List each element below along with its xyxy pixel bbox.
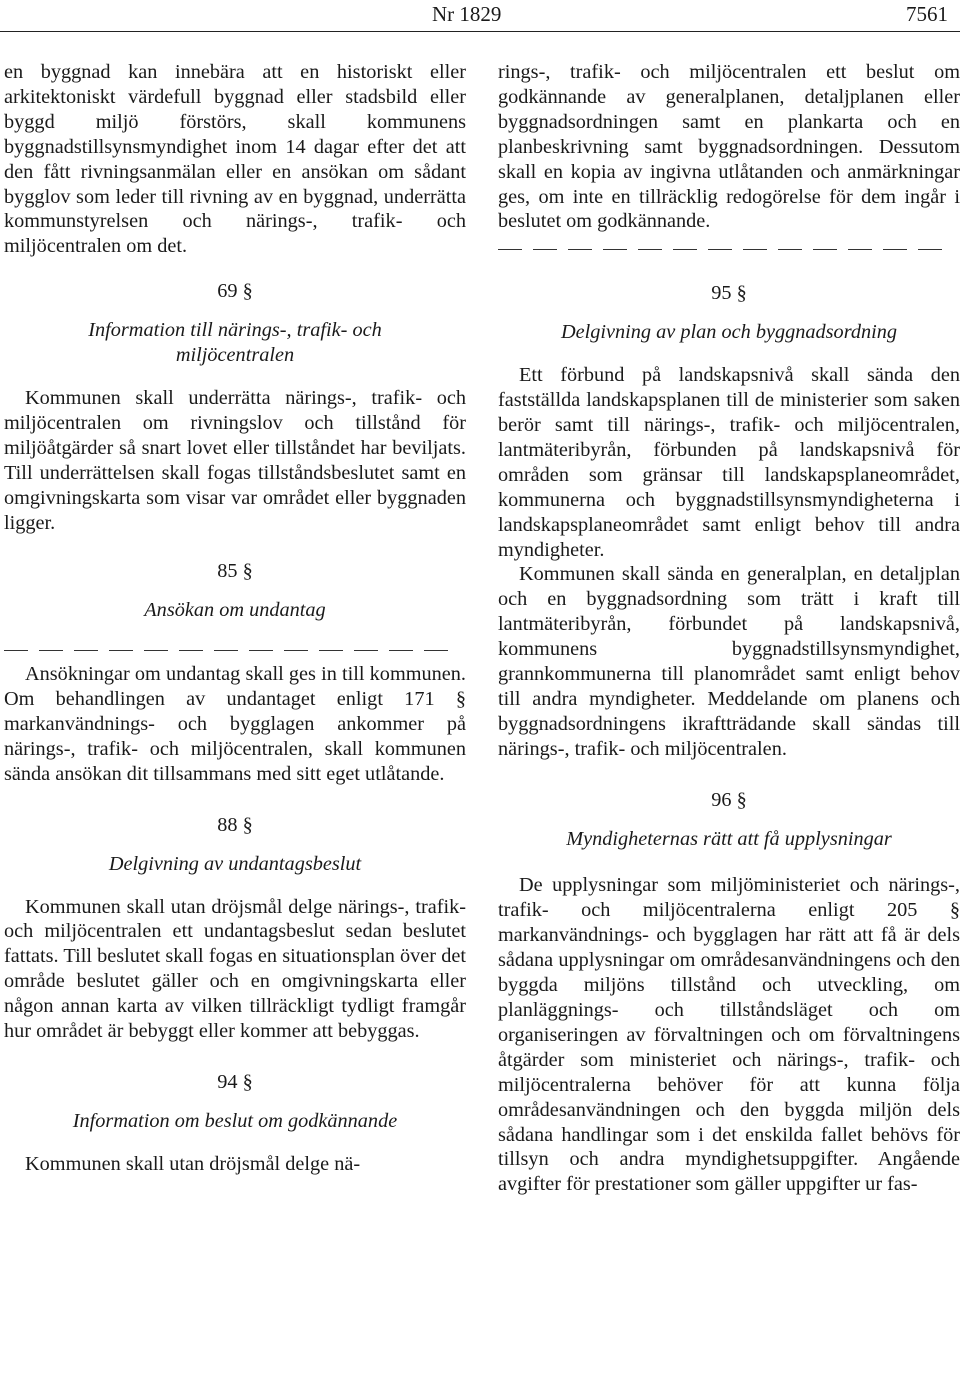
section-94-number: 94 § [217, 1071, 253, 1093]
omission-dash-line [498, 236, 960, 261]
header-rule [0, 31, 960, 32]
section-95-paragraph-1: Ett förbund på landskapsnivå skall sända den fastställda landskapsplanen till de ministerier som saken berör samt till närings-, trafik- och miljöcentralen, lantmäteribyrån, förbunden på landskapsnivå för områden som gränsar till landskapsplaneområdet, kommunerna och byggnadstillsynsmyndigheterna i landskapsplaneområdet samt enligt behov till andra myndigheter. [498, 364, 960, 561]
section-95-number: 95 § [711, 282, 747, 305]
section-69-number: 69 § [217, 280, 253, 303]
section-96-text: De upplysningar som miljöministeriet och närings-, trafik- och miljöcentralerna enligt 205 § markanvändnings- och bygglagen har rätt att få är dels sådana upplysningar om områdesanvändningens och den byggda miljöns tillstånd och utveckling, om planläggnings- och tillståndsläget och om organiseringen av förvaltningen och om förvaltningens åtgärder som ministeriet och närings-, trafik- och miljöcentralerna behöver för att kunna följa områdesanvändningen och den byggda miljön dels sådana handlingar som i det enskilda fallet behövs för tillsyn och andra myndighetsuppgifter. Angående avgifter för prestationer som gäller uppgifter ur fas- [498, 874, 960, 1196]
section-96-title: Myndigheternas rätt att få upplysningar [566, 827, 892, 850]
section-88-number: 88 § [217, 813, 253, 836]
page-header [0, 0, 960, 30]
left-intro-paragraph: en byggnad kan innebära att en historiskt eller arkitektoniskt värdefull byggnad eller stadsbild eller byggd miljö förstörs, skall kommunens byggnadstillsynsmyndighet inom 14 dagar efter det att den fått rivningsanmälan eller en ansökan om sådant bygglov som leder till rivning av en byggnad, underrätta kommunstyrelsen och närings-, trafik- och miljöcentralen om det. [4, 61, 466, 258]
left-column [4, 60, 466, 1177]
section-95-title: Delgivning av plan och byggnadsordning [560, 321, 898, 344]
section-88-title: Delgivning av undantagsbeslut [108, 852, 362, 875]
section-94-text: Kommunen skall utan dröjsmål delge nä- [25, 1152, 361, 1175]
statute-number: Nr 1829 [432, 2, 502, 26]
section-85-title: Ansökan om undantag [144, 599, 326, 622]
right-intro-paragraph: rings-, trafik- och miljöcentralen ett beslut om godkännande av generalplanen, detaljplanen eller byggnadsordningen samt en plankarta och en planbeskrivning samt byggnadsordningen. Dessutom skall en kopia av ingivna utlåtanden och anmärkningar ges, om inte en tillräcklig redogörelse för dem ingår i beslutet om godkännande. [498, 61, 960, 233]
section-85-number: 85 § [217, 560, 253, 583]
section-96-number: 96 § [711, 788, 747, 811]
section-95-paragraph-2: Kommunen skall sända en generalplan, en detaljplan och en byggnadsordning som trätt i kraft till lantmäteribyrån, förbundet på landskapsnivå, kommunens byggnadstillsynsmyndighet, grannkommunerna till planområdet samt enligt behov till andra myndigheter. Meddelande om planens och byggnadsordningens ikraftträdande skall sändas till närings-, trafik- och miljöcentralen. [498, 563, 960, 760]
section-69-text: Kommunen skall underrätta närings-, trafik- och miljöcentralen om rivningslov och tillstånd för miljöåtgärder så snart lovet eller tillståndet har beviljats. Till underrättelsen skall fogas tillståndsbeslutet samt en omgivningskarta som visar var området eller byggnaden ligger. [4, 386, 466, 534]
right-column [498, 60, 960, 1197]
section-94-title: Information om beslut om godkännande [72, 1109, 398, 1132]
section-69-title: Information till närings-, trafik- och miljöcentralen [88, 319, 382, 367]
page-number: 7561 [906, 2, 948, 26]
omission-dash-line [4, 637, 466, 662]
section-85-text: Ansökningar om undantag skall ges in till kommunen. Om behandlingen av undantaget enligt 171 § markanvändnings- och bygglagen ankommer på närings-, trafik- och miljöcentralen, skall kommunen sända ansökan dit tillsammans med sitt eget utlåtande. [4, 663, 466, 785]
section-88-text: Kommunen skall utan dröjsmål delge närings-, trafik- och miljöcentralen ett undantagsbeslut sedan beslutet fattats. Till beslutet skall fogas en situationsplan över det område beslutet gäller och en omgivningskarta eller någon annan karta av vilken tillräckligt tydligt framgår hur området är bebyggt eller kommer att bebyggas. [4, 895, 466, 1043]
